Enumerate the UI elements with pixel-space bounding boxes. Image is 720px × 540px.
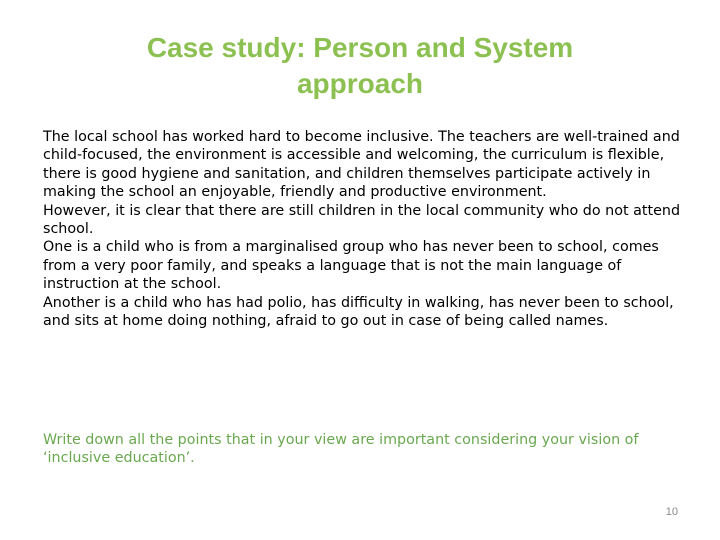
slide-title: [60, 30, 660, 102]
paragraph-polio-child: Another is a child who has had polio, has difficulty in walking, has never been to school, and sits at home doing nothing, afraid to go out in case of being called names.: [43, 294, 674, 330]
paragraph-out-of-school: However, it is clear that there are still children in the local community who do not attend school.: [43, 202, 681, 238]
paragraph-marginalised-child: One is a child who is from a marginalised group who has never been to school, comes from a very poor family, and speaks a language that is not the main language of instruction at the school.: [43, 239, 659, 293]
page-number: 10: [665, 506, 678, 518]
task-instruction: Write down all the points that in your view are important considering your vision of ‘inclusive education’.: [43, 432, 639, 467]
paragraph-school-description: The local school has worked hard to become inclusive. The teachers are well-trained and child-focused, the environment is accessible and welcoming, the curriculum is flexible, there is good hygiene and sanitation, and children themselves participate actively in making the school an enjoyable, friendly and productive environment.: [43, 129, 680, 201]
title-line-1: Case study: Person and System: [146, 32, 574, 63]
title-line-2: approach: [296, 68, 424, 99]
case-study-text: [43, 128, 693, 330]
